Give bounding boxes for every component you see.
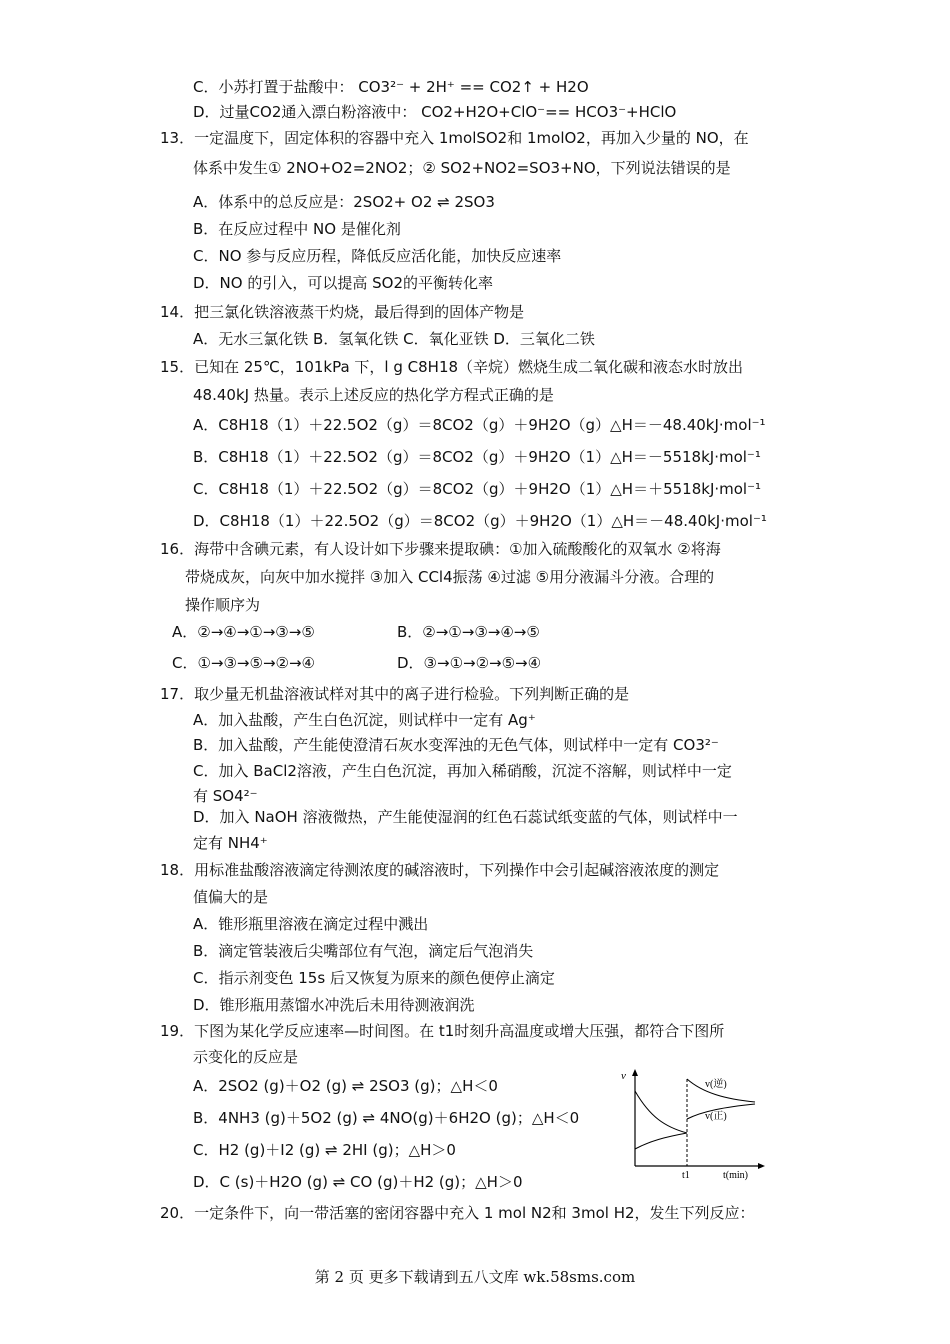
- text-line: A．加入盐酸，产生白色沉淀，则试样中一定有 Ag⁺: [193, 711, 536, 729]
- text-line: A．②→④→①→③→⑤: [172, 623, 315, 641]
- text-line: B．②→①→③→④→⑤: [397, 623, 540, 641]
- text-line: D．C (s)＋H2O (g) ⇌ CO (g)＋H2 (g)；△H＞0: [193, 1173, 523, 1191]
- text-line: B．C8H18（1）＋22.5O2（g）＝8CO2（g）＋9H2O（1）△H＝－5518kJ·mol⁻¹: [193, 448, 761, 466]
- graph-x-label: t(min): [723, 1170, 748, 1181]
- text-line: B．加入盐酸，产生能使澄清石灰水变浑浊的无色气体，则试样中一定有 CO3²⁻: [193, 736, 719, 754]
- text-line: 17．取少量无机盐溶液试样对其中的离子进行检验。下列判断正确的是: [160, 685, 630, 703]
- text-line: 有 SO4²⁻: [193, 787, 258, 805]
- text-line: D．C8H18（1）＋22.5O2（g）＝8CO2（g）＋9H2O（1）△H＝－48.40kJ·mol⁻¹: [193, 512, 767, 530]
- text-line: D．过量CO2通入漂白粉溶液中： CO2+H2O+ClO⁻== HCO3⁻+HClO: [193, 103, 677, 121]
- graph-curve-upper: [635, 1091, 687, 1133]
- text-line: A．无水三氯化铁 B．氢氧化铁 C．氧化亚铁 D．三氧化二铁: [193, 330, 595, 348]
- page-footer: 第 2 页 更多下载请到五八文库 wk.58sms.com: [314, 1268, 636, 1286]
- text-line: D．锥形瓶用蒸馏水冲洗后未用待测液润洗: [193, 996, 475, 1014]
- text-line: 19．下图为某化学反应速率—时间图。在 t1时刻升高温度或增大压强，都符合下图所: [160, 1022, 725, 1040]
- text-line: 20．一定条件下，向一带活塞的密闭容器中充入 1 mol N2和 3mol H2，发生下列反应：: [160, 1204, 755, 1222]
- graph-x-arrow: [758, 1163, 765, 1169]
- graph-v-forward-label: v(正): [705, 1111, 727, 1122]
- text-line: C．加入 BaCl2溶液，产生白色沉淀，再加入稀硝酸，沉淀不溶解，则试样中一定: [193, 762, 732, 780]
- text-line: C．C8H18（1）＋22.5O2（g）＝8CO2（g）＋9H2O（1）△H＝＋5518kJ·mol⁻¹: [193, 480, 762, 498]
- graph-curve-lower: [635, 1133, 687, 1149]
- text-line: B．滴定管装液后尖嘴部位有气泡，滴定后气泡消失: [193, 942, 534, 960]
- text-line: C．小苏打置于盐酸中： CO3²⁻ + 2H⁺ == CO2↑ + H2O: [193, 78, 589, 96]
- text-line: D．③→①→②→⑤→④: [397, 654, 542, 672]
- text-line: C．指示剂变色 15s 后又恢复为原来的颜色便停止滴定: [193, 969, 555, 987]
- text-line: 15．已知在 25℃，101kPa 下，l g C8H18（辛烷）燃烧生成二氧化碳和液态水时放出: [160, 358, 744, 376]
- text-line: 操作顺序为: [185, 596, 261, 614]
- text-line: 48.40kJ 热量。表示上述反应的热化学方程式正确的是: [193, 386, 554, 404]
- text-line: A．2SO2 (g)＋O2 (g) ⇌ 2SO3 (g)；△H＜0: [193, 1077, 498, 1095]
- graph-y-arrow: [632, 1069, 638, 1076]
- graph-y-label: v: [621, 1070, 626, 1082]
- text-line: C．①→③→⑤→②→④: [172, 654, 315, 672]
- text-line: D．加入 NaOH 溶液微热，产生能使湿润的红色石蕊试纸变蓝的气体，则试样中一: [193, 808, 738, 826]
- graph-v-reverse-label: v(逆): [705, 1079, 727, 1090]
- text-line: 体系中发生① 2NO+O2=2NO2；② SO2+NO2=SO3+NO，下列说法错误的是: [193, 159, 731, 177]
- rate-time-graph: [615, 1067, 765, 1182]
- text-line: C．H2 (g)＋I2 (g) ⇌ 2HI (g)；△H＞0: [193, 1141, 456, 1159]
- text-line: A．C8H18（1）＋22.5O2（g）＝8CO2（g）＋9H2O（g）△H＝－48.40kJ·mol⁻¹: [193, 416, 766, 434]
- text-line: B．4NH3 (g)＋5O2 (g) ⇌ 4NO(g)＋6H2O (g)；△H＜0: [193, 1109, 580, 1127]
- text-line: B．在反应过程中 NO 是催化剂: [193, 220, 401, 238]
- text-line: 带烧成灰，向灰中加水搅拌 ③加入 CCl4振荡 ④过滤 ⑤用分液漏斗分液。合理的: [185, 568, 715, 586]
- text-line: A．锥形瓶里溶液在滴定过程中溅出: [193, 915, 429, 933]
- text-line: A．体系中的总反应是：2SO2+ O2 ⇌ 2SO3: [193, 193, 495, 211]
- text-line: 18．用标准盐酸溶液滴定待测浓度的碱溶液时，下列操作中会引起碱溶液浓度的测定: [160, 861, 720, 879]
- text-line: 13．一定温度下，固定体积的容器中充入 1molSO2和 1molO2，再加入少量的 NO，在: [160, 129, 749, 147]
- text-line: 16．海带中含碘元素，有人设计如下步骤来提取碘：①加入硫酸酸化的双氧水 ②将海: [160, 540, 721, 558]
- text-line: 定有 NH4⁺: [193, 834, 268, 852]
- text-line: 14．把三氯化铁溶液蒸干灼烧，最后得到的固体产物是: [160, 303, 525, 321]
- text-line: D．NO 的引入，可以提高 SO2的平衡转化率: [193, 274, 493, 292]
- text-line: C．NO 参与反应历程，降低反应活化能，加快反应速率: [193, 247, 562, 265]
- text-line: 值偏大的是: [193, 888, 269, 906]
- text-line: 示变化的反应是: [193, 1048, 299, 1066]
- graph-t1-label: t1: [682, 1170, 690, 1181]
